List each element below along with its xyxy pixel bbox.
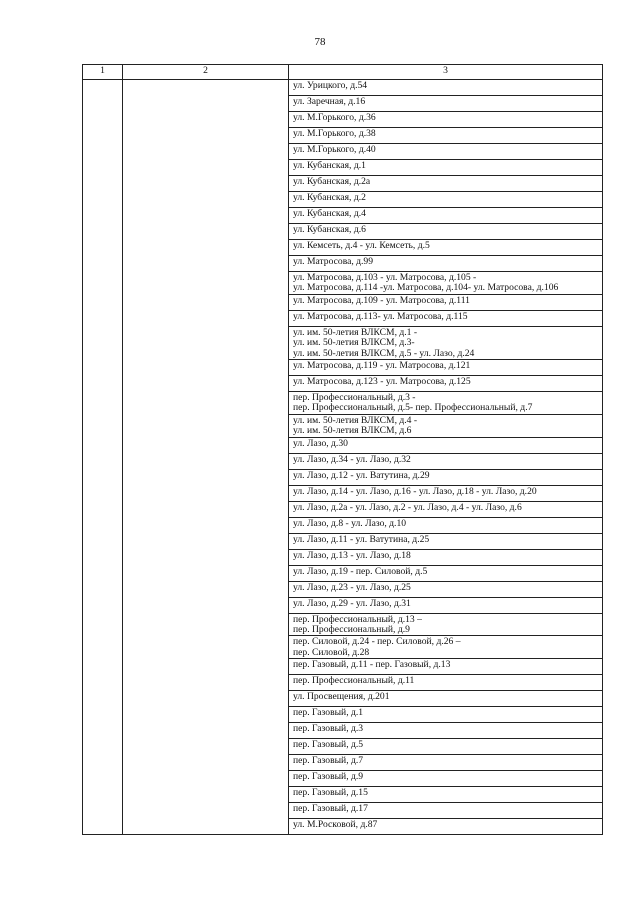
address-cell: ул. Лазо, д.30 (289, 437, 603, 453)
address-cell: пер. Газовый, д.3 (289, 723, 603, 739)
address-cell: пер. Газовый, д.9 (289, 771, 603, 787)
page-number: 78 (314, 36, 326, 48)
column-header-2: 2 (123, 65, 289, 80)
address-cell: ул. Матросова, д.119 - ул. Матросова, д.121 (289, 360, 603, 376)
address-cell: пер. Силовой, д.24 - пер. Силовой, д.26 – пер. Силовой, д.28 (289, 636, 603, 659)
address-cell: пер. Профессиональный, д.13 – пер. Профессиональный, д.9 (289, 613, 603, 636)
address-cell: пер. Газовый, д.11 - пер. Газовый, д.13 (289, 659, 603, 675)
address-cell: пер. Газовый, д.5 (289, 739, 603, 755)
address-cell: ул. Урицкого, д.54 (289, 80, 603, 96)
table-row (83, 80, 603, 96)
address-cell: ул. М.Горького, д.38 (289, 128, 603, 144)
address-cell: пер. Газовый, д.1 (289, 707, 603, 723)
address-cell: ул. Лазо, д.2а - ул. Лазо, д.2 - ул. Лазо, д.4 - ул. Лазо, д.6 (289, 501, 603, 517)
address-cell: ул. Лазо, д.13 - ул. Лазо, д.18 (289, 549, 603, 565)
address-cell: ул. Лазо, д.19 - пер. Силовой, д.5 (289, 565, 603, 581)
address-cell: ул. Заречная, д.16 (289, 96, 603, 112)
address-cell: ул. Матросова, д.109 - ул. Матросова, д.111 (289, 294, 603, 310)
address-cell: пер. Газовый, д.17 (289, 803, 603, 819)
address-cell: ул. Лазо, д.23 - ул. Лазо, д.25 (289, 581, 603, 597)
column-header-3: 3 (289, 65, 603, 80)
address-cell: ул. Лазо, д.12 - ул. Ватутина, д.29 (289, 469, 603, 485)
address-cell: пер. Газовый, д.15 (289, 787, 603, 803)
address-cell: ул. Кубанская, д.4 (289, 208, 603, 224)
address-cell: ул. им. 50-летия ВЛКСМ, д.1 - ул. им. 50-летия ВЛКСМ, д.3- ул. им. 50-летия ВЛКСМ, д.5 - ул. Лазо, д.24 (289, 326, 603, 359)
address-cell: ул. Матросова, д.99 (289, 256, 603, 272)
address-cell: ул. М.Росковой, д.87 (289, 819, 603, 835)
column-header-1: 1 (83, 65, 123, 80)
address-cell: ул. Матросова, д.113- ул. Матросова, д.115 (289, 310, 603, 326)
address-cell: пер. Газовый, д.7 (289, 755, 603, 771)
address-cell: ул. М.Горького, д.36 (289, 112, 603, 128)
address-cell: ул. Кубанская, д.6 (289, 224, 603, 240)
address-cell: ул. М.Горького, д.40 (289, 144, 603, 160)
address-cell: ул. Матросова, д.103 - ул. Матросова, д.105 - ул. Матросова, д.114 -ул. Матросова, д.104- ул. Матросова, д.106 (289, 272, 603, 295)
address-cell: ул. Кубанская, д.2а (289, 176, 603, 192)
address-cell: пер. Профессиональный, д.11 (289, 675, 603, 691)
address-cell: ул. Просвещения, д.201 (289, 691, 603, 707)
address-cell: ул. Лазо, д.34 - ул. Лазо, д.32 (289, 453, 603, 469)
address-cell: ул. Лазо, д.8 - ул. Лазо, д.10 (289, 517, 603, 533)
address-cell: ул. Лазо, д.11 - ул. Ватутина, д.25 (289, 533, 603, 549)
column-2-cell (123, 80, 289, 835)
address-cell: пер. Профессиональный, д.3 - пер. Профессиональный, д.5- пер. Профессиональный, д.7 (289, 392, 603, 415)
address-table (82, 64, 603, 835)
column-1-cell (83, 80, 123, 835)
table-header-row (83, 65, 603, 80)
address-cell: ул. им. 50-летия ВЛКСМ, д.4 - ул. им. 50-летия ВЛКСМ, д.6 (289, 414, 603, 437)
address-cell: ул. Лазо, д.14 - ул. Лазо, д.16 - ул. Лазо, д.18 - ул. Лазо, д.20 (289, 485, 603, 501)
address-cell: ул. Матросова, д.123 - ул. Матросова, д.125 (289, 376, 603, 392)
address-table-body (83, 65, 603, 835)
address-cell: ул. Лазо, д.29 - ул. Лазо, д.31 (289, 597, 603, 613)
address-cell: ул. Кубанская, д.1 (289, 160, 603, 176)
address-cell: ул. Кемсеть, д.4 - ул. Кемсеть, д.5 (289, 240, 603, 256)
address-cell: ул. Кубанская, д.2 (289, 192, 603, 208)
